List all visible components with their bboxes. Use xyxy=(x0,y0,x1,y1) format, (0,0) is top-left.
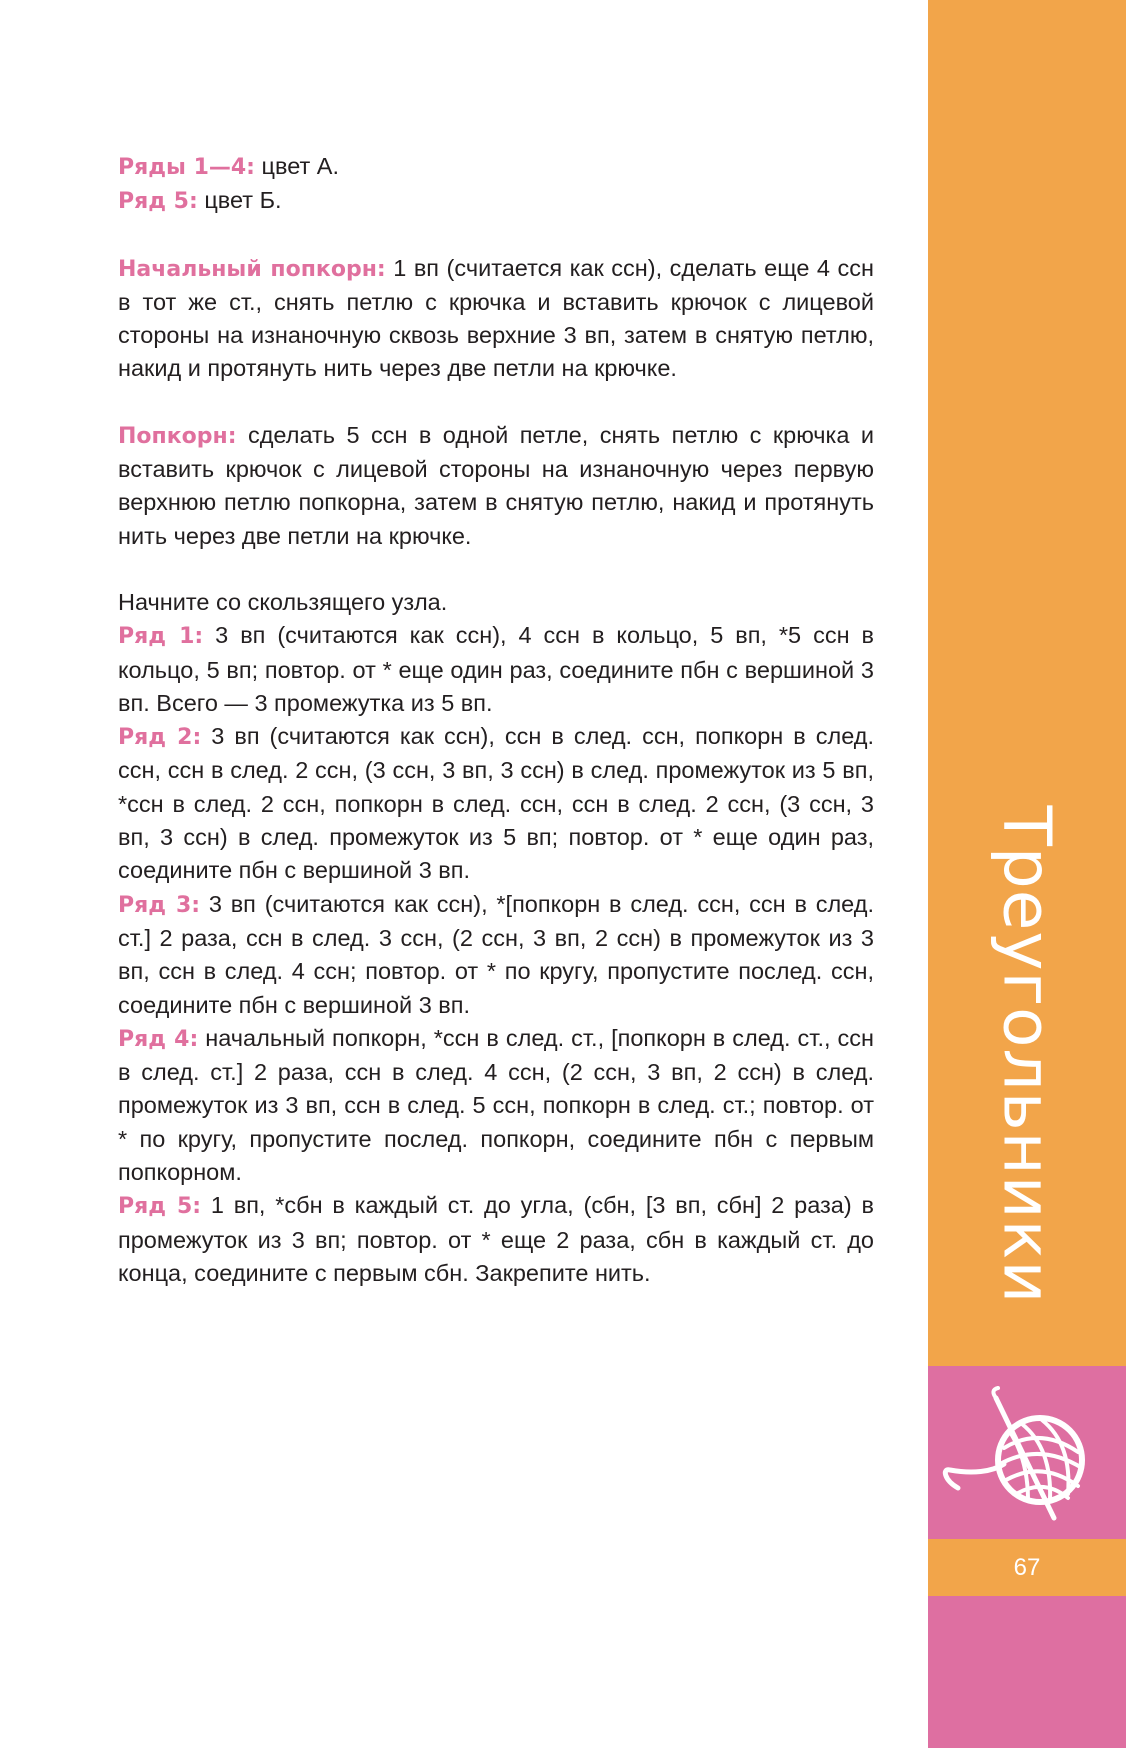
row-label: Ряд 3: xyxy=(118,892,201,918)
sidebar-bottom-band xyxy=(928,1596,1126,1748)
row-2-instruction xyxy=(118,720,874,887)
line-text: цвет Б. xyxy=(197,187,282,214)
row-label: Ряд 2: xyxy=(118,725,202,751)
instruction-text: начальный попкорн, *ссн в след. ст., [попкорн в след. ст., ссн в след. ст.] 2 раза, ссн в след. 4 ссн, (2 ссн, 3 вп, 2 ссн) в след. промежуток из 3 вп, ссн в след. 5 ссн, попкорн в след. ст.; повтор. от * по кругу, пропустите послед. попкорн, соедините пбн с первым попкорном. xyxy=(118,1024,874,1186)
instruction-text: 3 вп (считаются как ссн), 4 ссн в кольцо, 5 вп, *5 ссн в кольцо, 5 вп; повтор. от * еще один раз, соедините пбн с вершиной 3 вп. Всего — 3 промежутка из 5 вп. xyxy=(118,622,874,716)
term-label: Попкорн: xyxy=(118,423,237,449)
row-label: Ряд 5: xyxy=(118,189,198,215)
intro-line: Начните со скользящего узла. xyxy=(118,588,448,615)
sidebar-orange-band xyxy=(928,0,1126,1366)
instruction-text: 3 вп (считаются как ссн), *[попкорн в след. ссн, ссн в след. ст.] 2 раза, ссн в след. 3 ссн, (2 ссн, 3 вп, 2 ссн) в промежуток из 3 вп, ссн в след. 4 ссн; повтор. от * по кругу, пропустите послед. ссн, соедините пбн с вершиной 3 вп. xyxy=(118,890,874,1018)
row-label: Ряд 4: xyxy=(118,1026,199,1052)
colors-b-line xyxy=(118,184,874,218)
row-label: Ряд 1: xyxy=(118,624,204,650)
row-4-instruction xyxy=(118,1022,874,1189)
row-5-instruction xyxy=(118,1189,874,1290)
page-number-band xyxy=(928,1539,1126,1596)
line-text: цвет А. xyxy=(254,153,339,179)
section-title: Треугольники xyxy=(988,805,1066,1305)
sidebar-icon-band xyxy=(928,1366,1126,1539)
definition-text: сделать 5 ссн в одной петле, снять петлю с крючка и вставить крючок с лицевой стороны на изнаночную через первую верхнюю петлю попкорна, затем в снятую петлю, накид и протянуть нить через две петли на крючке. xyxy=(118,421,874,549)
instruction-text: 1 вп, *сбн в каждый ст. до угла, (сбн, [3 вп, сбн] 2 раза) в промежуток из 3 вп; повтор. от * еще 2 раза, сбн в каждый ст. до конца, соедините с первым сбн. Закрепите нить. xyxy=(118,1192,874,1286)
page-number: 67 xyxy=(1013,1554,1041,1581)
term-label: Начальный попкорн: xyxy=(118,256,386,282)
row-label: Ряды 1—4: xyxy=(118,155,255,180)
yarn-ball-icon xyxy=(932,1368,1122,1538)
colors-a-line xyxy=(118,150,874,184)
start-popcorn-definition xyxy=(118,252,874,386)
row-label: Ряд 5: xyxy=(118,1194,202,1220)
row-1-instruction xyxy=(118,619,874,720)
instruction-text: 3 вп (считаются как ссн), ссн в след. ссн, попкорн в след. ссн, ссн в след. 2 ссн, (3 ссн, 3 вп, 3 ссн) в след. промежуток из 5 вп, *ссн в след. 2 ссн, попкорн в след. ссн, ссн в след. 2 ссн, (3 ссн, 3 вп, 3 ссн) в след. промежуток из 5 вп; повтор. от * еще один раз, соедините пбн с вершиной 3 вп. xyxy=(118,723,874,884)
definition-text: 1 вп (считается как ссн), сделать еще 4 ссн в тот же ст., снять петлю с крючка и вставить крючок с лицевой стороны на изнаночную сквозь верхние 3 вп, затем в снятую петлю, накид и протянуть нить через две петли на крючке. xyxy=(118,254,874,382)
pattern-text xyxy=(118,150,874,1290)
row-3-instruction xyxy=(118,888,874,1022)
section-sidebar xyxy=(928,0,1126,1748)
popcorn-definition xyxy=(118,419,874,553)
